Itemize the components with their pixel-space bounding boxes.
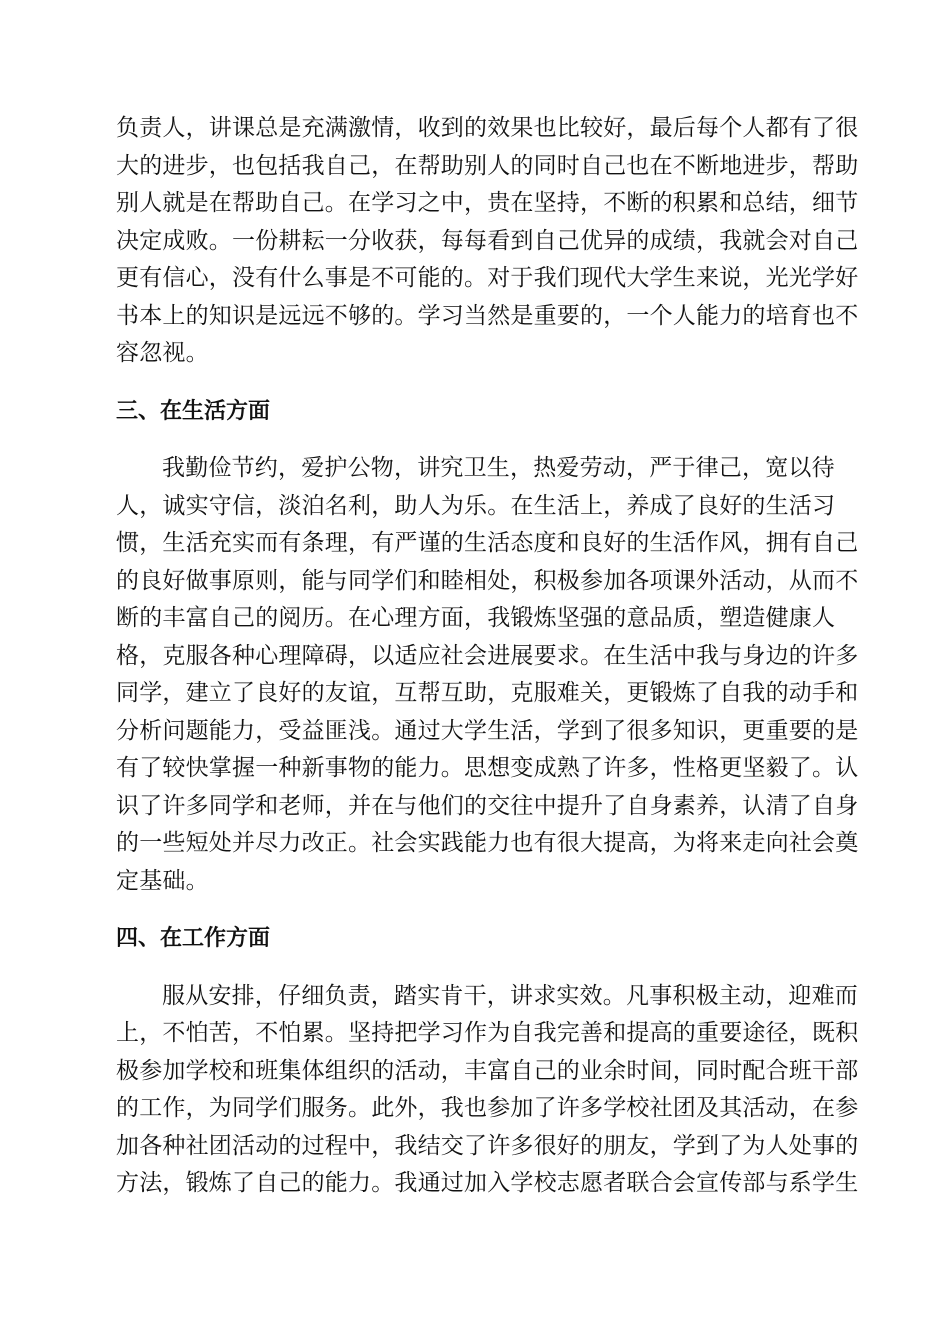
text-line: 大的进步，也包括我自己，在帮助别人的同时自己也在不断地进步，帮助	[116, 152, 859, 179]
text-line: 的良好做事原则，能与同学们和睦相处，积极参加各项课外活动，从而不	[116, 567, 859, 594]
text-line: 人，诚实守信，淡泊名利，助人为乐。在生活上，养成了良好的生活习	[116, 492, 836, 519]
text-line: 上，不怕苦，不怕累。坚持把学习作为自我完善和提高的重要途径，既积	[116, 1020, 859, 1046]
text-line: 定基础。	[116, 867, 209, 894]
text-line: 格，克服各种心理障碍，以适应社会进展要求。在生活中我与身边的许多	[116, 642, 859, 669]
text-line: 分析问题能力，受益匪浅。通过大学生活，学到了很多知识，更重要的是	[116, 717, 859, 744]
text-line: 决定成败。一份耕耘一分收获，每每看到自己优异的成绩，我就会对自己	[116, 227, 859, 254]
text-line: 方法，锻炼了自己的能力。我通过加入学校志愿者联合会宣传部与系学生	[116, 1170, 859, 1196]
paragraph-study-continued	[116, 110, 859, 373]
text-line: 书本上的知识是远远不够的。学习当然是重要的，一个人能力的培育也不	[116, 302, 859, 329]
text-line: 容忽视。	[116, 340, 209, 366]
text-line: 我勤俭节约，爱护公物，讲究卫生，热爱劳动，严于律己，宽以待	[162, 455, 835, 481]
text-line: 断的丰富自己的阅历。在心理方面，我锻炼坚强的意品质，塑造健康人	[116, 605, 836, 631]
paragraph-work	[116, 978, 859, 1203]
section-heading-work: 四、在工作方面	[116, 926, 271, 951]
section-heading-life: 三、在生活方面	[116, 398, 271, 424]
text-line: 别人就是在帮助自己。在学习之中，贵在坚持，不断的积累和总结，细节	[116, 190, 859, 216]
text-line: 有了较快掌握一种新事物的能力。思想变成熟了许多，性格更坚毅了。认	[116, 755, 859, 781]
text-line: 识了许多同学和老师，并在与他们的交往中提升了自身素养，认清了自身	[116, 792, 859, 819]
text-line: 的一些短处并尽力改正。社会实践能力也有很大提高，为将来走向社会奠	[116, 830, 859, 856]
text-line: 加各种社团活动的过程中，我结交了许多很好的朋友，学到了为人处事的	[116, 1132, 859, 1159]
text-line: 更有信心，没有什么事是不可能的。对于我们现代大学生来说，光光学好	[116, 265, 859, 291]
text-line: 同学，建立了良好的友谊，互帮互助，克服难关，更锻炼了自我的动手和	[116, 680, 859, 706]
text-line: 极参加学校和班集体组织的活动，丰富自己的业余时间，同时配合班干部	[116, 1057, 859, 1084]
paragraph-life	[116, 450, 859, 900]
text-line: 服从安排，仔细负责，踏实肯干，讲求实效。凡事积极主动，迎难而	[162, 982, 858, 1009]
text-line: 惯，生活充实而有条理，有严谨的生活态度和良好的生活作风，拥有自己	[116, 530, 859, 556]
document-page	[116, 110, 859, 1203]
text-line: 负责人，讲课总是充满激情，收到的效果也比较好，最后每个人都有了很	[116, 115, 859, 141]
text-line: 的工作，为同学们服务。此外，我也参加了许多学校社团及其活动，在参	[116, 1095, 859, 1121]
